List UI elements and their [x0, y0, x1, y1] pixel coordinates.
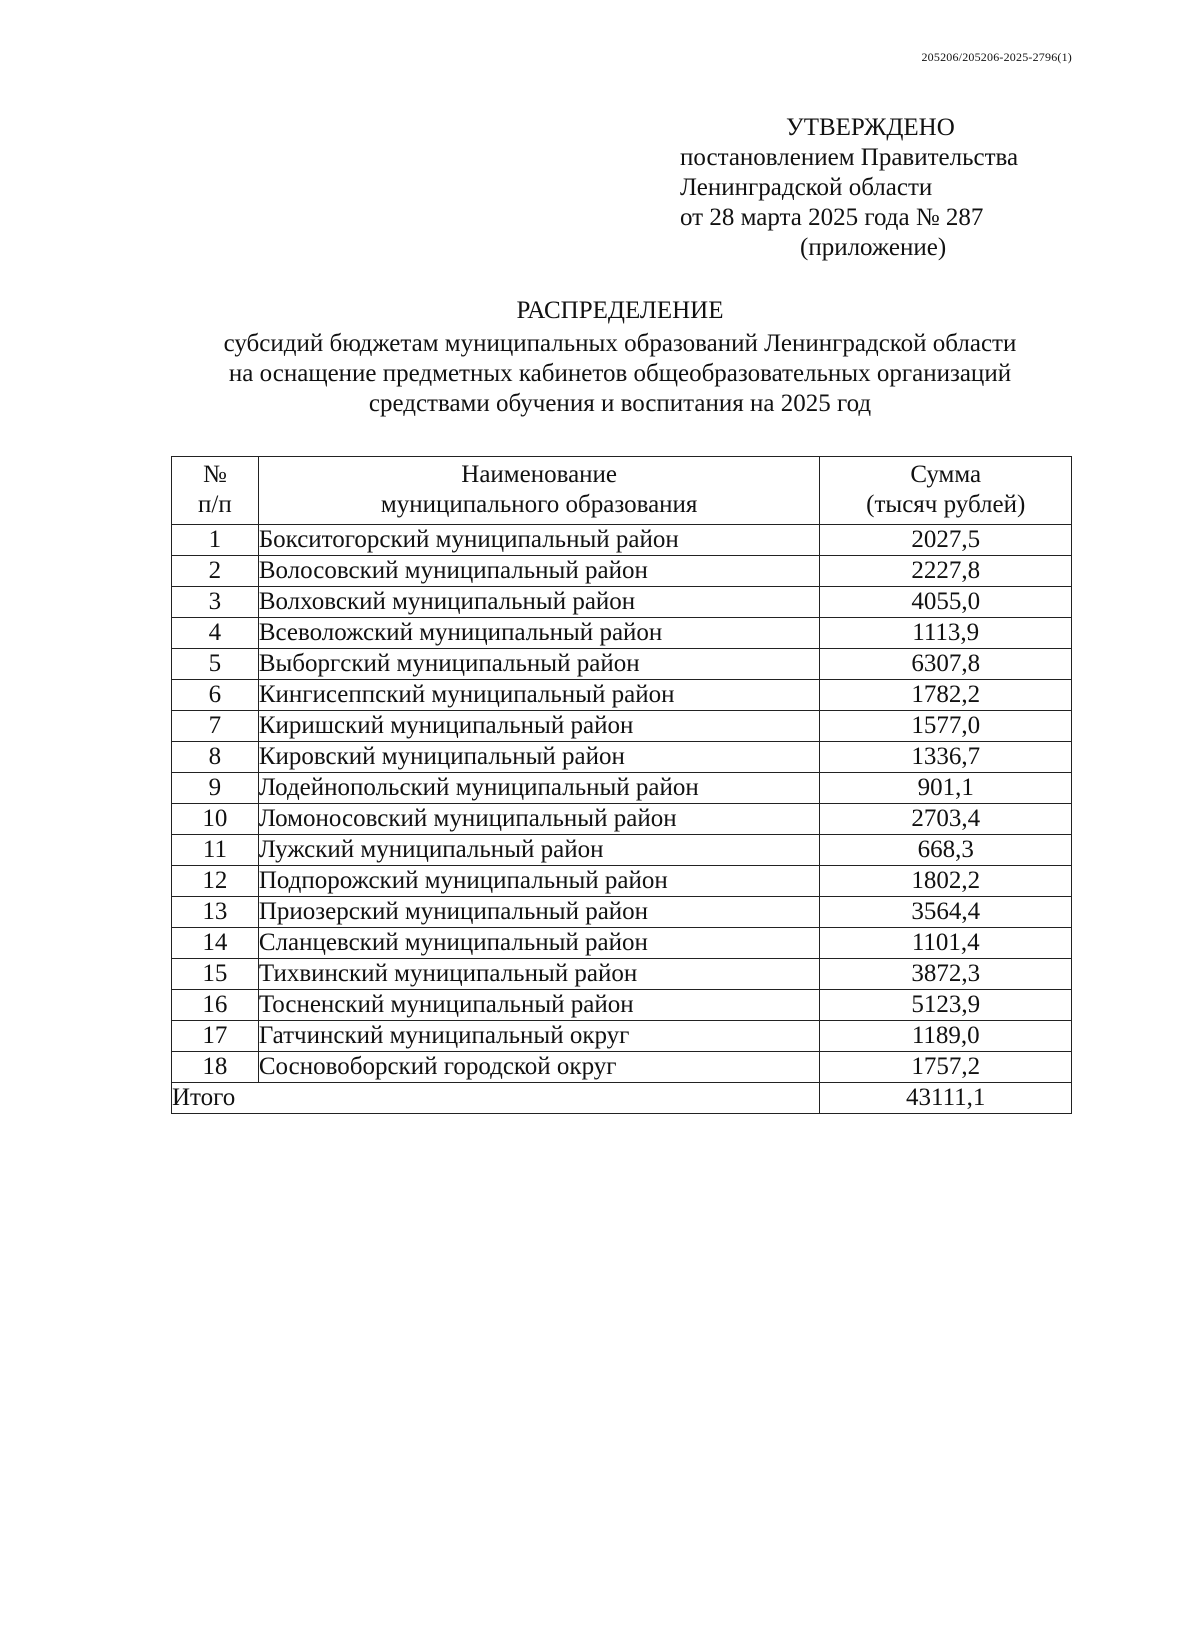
table-row [172, 804, 1072, 835]
row-number: 2 [172, 556, 259, 587]
document-id: 205206/205206-2025-2796(1) [921, 50, 1072, 64]
row-sum: 1782,2 [820, 680, 1072, 711]
header-number-line-1: № [202, 461, 227, 488]
row-name: Сосновоборский городской округ [258, 1052, 820, 1083]
table-row [172, 618, 1072, 649]
table-header-row [172, 457, 1072, 525]
table-row [172, 1021, 1072, 1052]
approval-line-3: от 28 марта 2025 года № 287 [680, 204, 984, 231]
row-name: Киришский муниципальный район [258, 711, 820, 742]
row-name: Приозерский муниципальный район [258, 897, 820, 928]
row-number: 18 [172, 1052, 259, 1083]
approval-note: (приложение) [800, 234, 947, 261]
row-name: Тосненский муниципальный район [258, 990, 820, 1021]
table-row [172, 556, 1072, 587]
row-number: 14 [172, 928, 259, 959]
row-number: 1 [172, 525, 259, 556]
row-sum: 1101,4 [820, 928, 1072, 959]
header-number [172, 457, 259, 525]
header-sum-line-2: (тысяч рублей) [866, 491, 1026, 518]
row-name: Сланцевский муниципальный район [258, 928, 820, 959]
row-sum: 4055,0 [820, 587, 1072, 618]
table-row [172, 897, 1072, 928]
total-sum: 43111,1 [820, 1083, 1072, 1114]
total-row [172, 1083, 1072, 1114]
row-number: 4 [172, 618, 259, 649]
table-row [172, 711, 1072, 742]
row-name: Лужский муниципальный район [258, 835, 820, 866]
row-number: 8 [172, 742, 259, 773]
row-name: Кингисеппский муниципальный район [258, 680, 820, 711]
row-sum: 3564,4 [820, 897, 1072, 928]
approval-title: УТВЕРЖДЕНО [786, 114, 955, 141]
table-row [172, 587, 1072, 618]
header-name-line-1: Наименование [461, 461, 618, 488]
table-row [172, 525, 1072, 556]
row-name: Кировский муниципальный район [258, 742, 820, 773]
row-number: 3 [172, 587, 259, 618]
table-row [172, 928, 1072, 959]
heading-line-3: средствами обучения и воспитания на 2025 год [368, 390, 872, 417]
table-row [172, 742, 1072, 773]
row-name: Выборгский муниципальный район [258, 649, 820, 680]
row-sum: 2027,5 [820, 525, 1072, 556]
row-sum: 1336,7 [820, 742, 1072, 773]
row-sum: 1113,9 [820, 618, 1072, 649]
approval-block [680, 113, 1018, 263]
row-number: 12 [172, 866, 259, 897]
row-number: 6 [172, 680, 259, 711]
table-row [172, 866, 1072, 897]
row-number: 10 [172, 804, 259, 835]
table-row [172, 680, 1072, 711]
header-name [258, 457, 820, 525]
row-sum: 6307,8 [820, 649, 1072, 680]
table-row [172, 649, 1072, 680]
row-name: Всеволожский муниципальный район [258, 618, 820, 649]
header-sum-line-1: Сумма [910, 461, 982, 488]
row-number: 16 [172, 990, 259, 1021]
row-number: 15 [172, 959, 259, 990]
heading-line-2: на оснащение предметных кабинетов общеобразовательных организаций [228, 360, 1012, 387]
row-number: 11 [172, 835, 259, 866]
row-name: Подпорожский муниципальный район [258, 866, 820, 897]
header-name-line-2: муниципального образования [380, 491, 698, 518]
heading-line-1: субсидий бюджетам муниципальных образований Ленинградской области [223, 330, 1017, 357]
row-number: 9 [172, 773, 259, 804]
row-number: 5 [172, 649, 259, 680]
row-sum: 2227,8 [820, 556, 1072, 587]
header-sum [820, 457, 1072, 525]
row-sum: 668,3 [820, 835, 1072, 866]
total-label: Итого [172, 1083, 820, 1114]
row-sum: 2703,4 [820, 804, 1072, 835]
row-number: 7 [172, 711, 259, 742]
row-sum: 1802,2 [820, 866, 1072, 897]
row-sum: 5123,9 [820, 990, 1072, 1021]
row-name: Тихвинский муниципальный район [258, 959, 820, 990]
approval-line-1: постановлением Правительства [680, 144, 1019, 171]
row-name: Волосовский муниципальный район [258, 556, 820, 587]
table-row [172, 959, 1072, 990]
row-number: 17 [172, 1021, 259, 1052]
row-name: Ломоносовский муниципальный район [258, 804, 820, 835]
table-row [172, 990, 1072, 1021]
row-name: Лодейнопольский муниципальный район [258, 773, 820, 804]
row-sum: 3872,3 [820, 959, 1072, 990]
table-row [172, 773, 1072, 804]
row-name: Бокситогорский муниципальный район [258, 525, 820, 556]
row-name: Волховский муниципальный район [258, 587, 820, 618]
row-sum: 1757,2 [820, 1052, 1072, 1083]
table-row [172, 835, 1072, 866]
table-row [172, 1052, 1072, 1083]
row-name: Гатчинский муниципальный округ [258, 1021, 820, 1052]
distribution-table [171, 456, 1072, 1114]
approval-line-2: Ленинградской области [680, 174, 933, 201]
header-number-line-2: п/п [198, 491, 232, 518]
row-sum: 1577,0 [820, 711, 1072, 742]
document-title: РАСПРЕДЕЛЕНИЕ [516, 297, 724, 324]
document-heading [150, 296, 1090, 419]
row-sum: 901,1 [820, 773, 1072, 804]
row-number: 13 [172, 897, 259, 928]
row-sum: 1189,0 [820, 1021, 1072, 1052]
